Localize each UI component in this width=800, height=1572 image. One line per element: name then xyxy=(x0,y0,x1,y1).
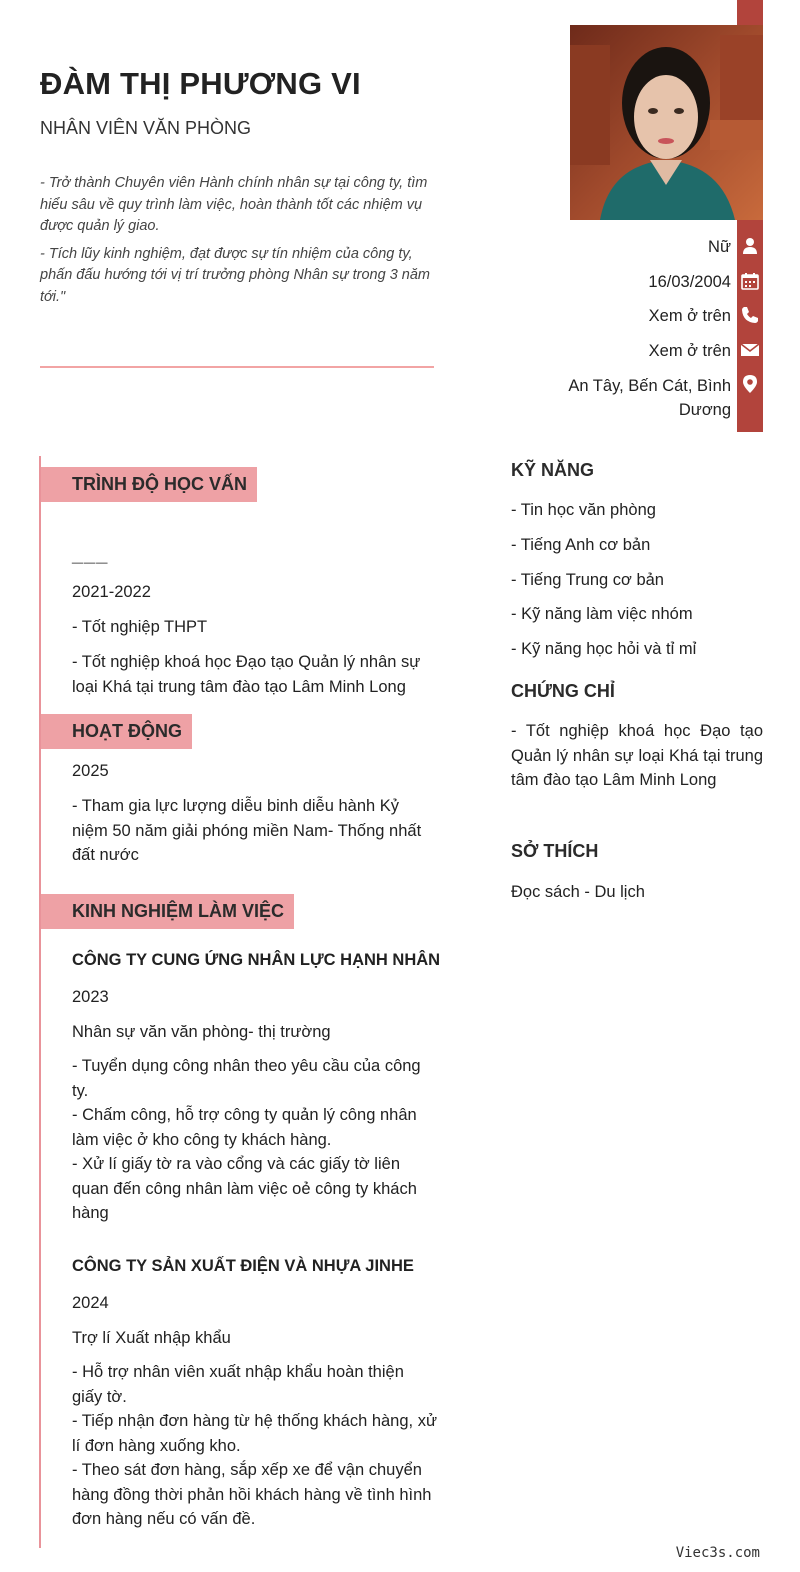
certificate-text: - Tốt nghiệp khoá học Đạo tạo Quản lý nhân sự loại Khá tại trung tâm đào tạo Lâm Minh Long xyxy=(511,722,763,789)
education-period: 2021-2022 xyxy=(72,583,151,601)
job-position: NHÂN VIÊN VĂN PHÒNG xyxy=(40,118,252,138)
objective-line: - Trở thành Chuyên viên Hành chính nhân sự tại công ty, tìm hiểu sâu về quy trình làm việc, hoàn thành tốt các nhiệm vụ được quản lý giao. xyxy=(40,175,428,234)
job-year: 2024 xyxy=(72,1294,109,1312)
contact-phone: Xem ở trên xyxy=(648,307,731,325)
candidate-name: ĐÀM THỊ PHƯƠNG VI xyxy=(40,66,361,101)
calendar-icon xyxy=(740,271,760,291)
skill-item: - Tin học văn phòng xyxy=(511,501,656,519)
job-duty: - Theo sát đơn hàng, sắp xếp xe để vận chuyển hàng đồng thời phản hồi khách hàng về tình hình đơn hàng nếu có vấn đề. xyxy=(72,1461,432,1528)
contact-email: Xem ở trên xyxy=(648,342,731,360)
job-duty: - Xử lí giấy tờ ra vào cổng và các giấy tờ liên quan đến công nhân làm việc oẻ công ty khách hàng xyxy=(72,1155,417,1222)
activity-description: - Tham gia lực lượng diễu binh diễu hành Kỷ niệm 50 năm giải phóng miền Nam- Thống nhất đất nước xyxy=(72,797,422,864)
job-duty: - Tiếp nhận đơn hàng từ hệ thống khách hàng, xử lí đơn hàng xuống kho. xyxy=(72,1412,437,1455)
experience-heading: KINH NGHIỆM LÀM VIỆC xyxy=(41,894,294,929)
location-pin-icon xyxy=(740,374,760,394)
envelope-icon xyxy=(740,340,760,360)
contact-gender: Nữ xyxy=(708,238,731,256)
job-year: 2023 xyxy=(72,988,109,1006)
skill-item: - Kỹ năng học hỏi và tỉ mỉ xyxy=(511,640,697,658)
skills-heading: KỸ NĂNG xyxy=(511,460,595,480)
job-role: Trợ lí Xuất nhập khẩu xyxy=(72,1329,231,1347)
education-school: ___ xyxy=(72,544,109,566)
education-heading: TRÌNH ĐỘ HỌC VẤN xyxy=(41,467,257,502)
objective-line: - Tích lũy kinh nghiệm, đạt được sự tín nhiệm của công ty, phấn đấu hướng tới vị trí trưởng phòng Nhân sự trong 3 năm tới." xyxy=(40,245,430,305)
skill-item: - Kỹ năng làm việc nhóm xyxy=(511,605,693,623)
hobbies-heading: SỞ THÍCH xyxy=(511,841,599,861)
person-icon xyxy=(740,236,760,256)
education-item: - Tốt nghiệp THPT xyxy=(72,618,208,636)
left-timeline-line xyxy=(39,456,41,1548)
profile-photo xyxy=(570,25,763,220)
skill-item: - Tiếng Anh cơ bản xyxy=(511,536,651,554)
education-item: - Tốt nghiệp khoá học Đạo tạo Quản lý nhân sự loại Khá tại trung tâm đào tạo Lâm Minh Long xyxy=(72,653,421,696)
career-objective xyxy=(40,173,435,314)
activities-heading: HOẠT ĐỘNG xyxy=(41,714,192,749)
job-duty: - Hỗ trợ nhân viên xuất nhập khẩu hoàn thiện giấy tờ. xyxy=(72,1363,404,1406)
job-company: CÔNG TY SẢN XUẤT ĐIỆN VÀ NHỰA JINHE xyxy=(72,1257,414,1275)
header-divider xyxy=(40,366,434,368)
activity-year: 2025 xyxy=(72,762,109,780)
job-company: CÔNG TY CUNG ỨNG NHÂN LỰC HẠNH NHÂN xyxy=(72,951,441,969)
certificates-heading: CHỨNG CHỈ xyxy=(511,681,615,701)
phone-icon xyxy=(740,305,760,325)
job-duty: - Tuyển dụng công nhân theo yêu cầu của công ty. xyxy=(72,1057,421,1100)
watermark-text: Viec3s.com xyxy=(675,1545,760,1561)
skill-item: - Tiếng Trung cơ bản xyxy=(511,571,664,589)
contact-address: An Tây, Bến Cát, Bình Dương xyxy=(568,377,731,419)
job-duties xyxy=(72,1360,438,1532)
hobbies-text: Đọc sách - Du lịch xyxy=(511,883,645,901)
job-duties xyxy=(72,1054,438,1226)
contact-birthday: 16/03/2004 xyxy=(648,273,731,291)
job-duty: - Chấm công, hỗ trợ công ty quản lý công nhân làm việc ở kho công ty khách hàng. xyxy=(72,1106,417,1149)
job-role: Nhân sự văn văn phòng- thị trường xyxy=(72,1023,331,1041)
